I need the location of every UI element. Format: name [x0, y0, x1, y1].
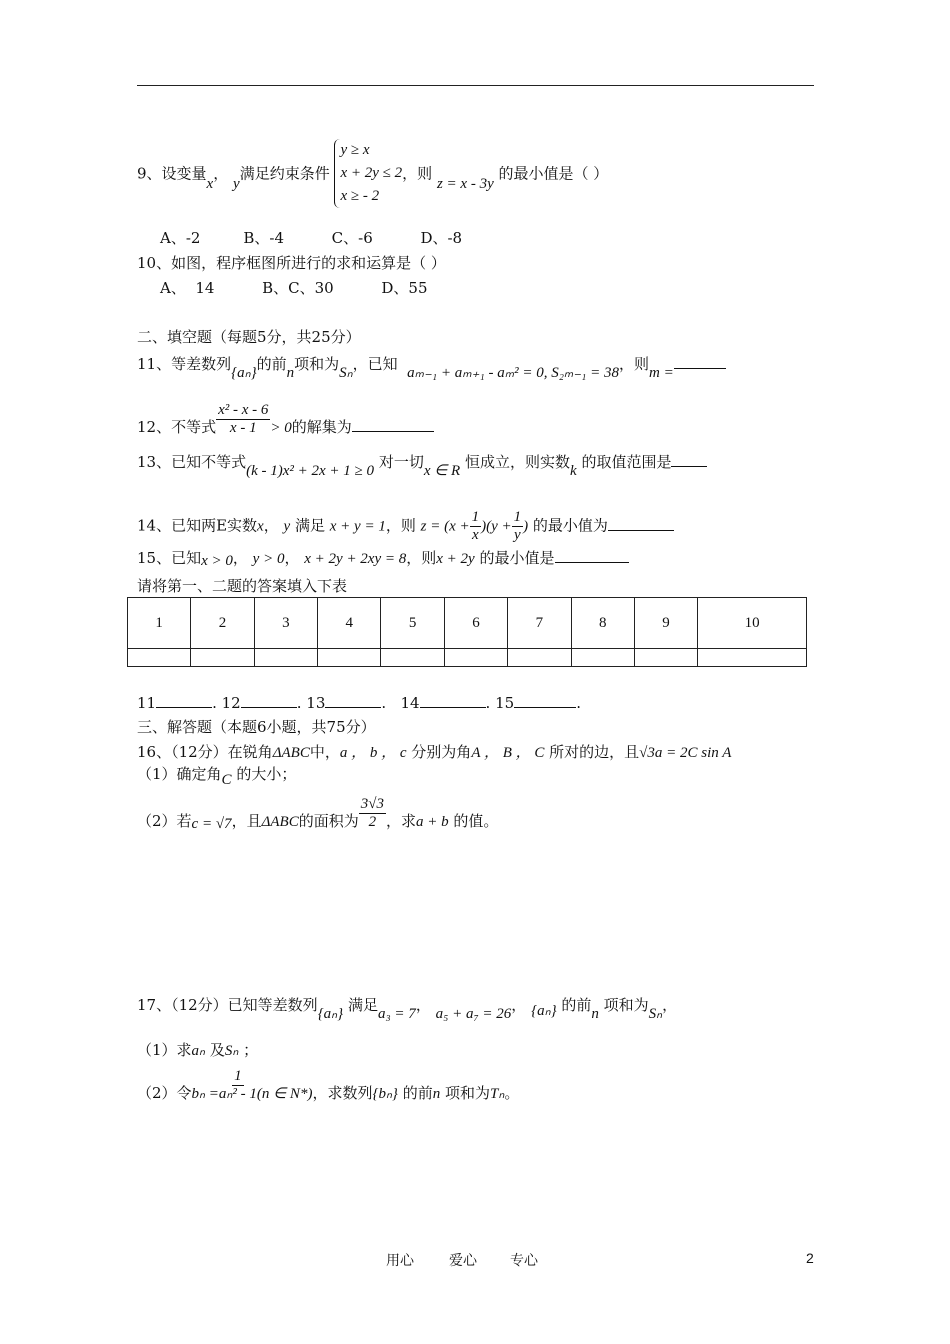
question-10-options: A、 14 B、C、30 D、55	[160, 279, 428, 297]
answer-cell	[381, 649, 444, 667]
answer-blank	[514, 693, 576, 708]
section-3-heading: 三、解答题（本题6小题，共75分）	[137, 718, 376, 736]
answer-blank	[241, 693, 297, 708]
question-17: 17、（12分）已知等差数列{aₙ} 满足a₃ = 7， a₅ + a₇ = 26， {aₙ} 的前n 项和为Sₙ，	[137, 996, 678, 1022]
table-header-cell: 9	[634, 598, 697, 649]
fraction: $\frac{\text{x² - x - 6}}{x - 1}$	[218, 402, 269, 436]
page-number: 2	[806, 1250, 814, 1266]
header-rule	[137, 85, 814, 86]
answer-cell	[191, 649, 254, 667]
table-header-cell: 10	[698, 598, 807, 649]
answer-cell	[128, 649, 191, 667]
constraint-system: y ≥ x x + 2y ≤ 2 x ≥ - 2	[334, 139, 402, 208]
question-9: 9、设变量x， y满足约束条件 y ≥ x x + 2y ≤ 2 x ≥ - 2 ，则 z = x - 3y 的最小值是（ ）	[137, 140, 608, 209]
answer-blank	[156, 693, 212, 708]
answer-table	[127, 597, 807, 667]
answer-cell	[634, 649, 697, 667]
question-16-part-1: （1）确定角C 的大小；	[137, 765, 297, 788]
fill-answer-row: 11 . 12 . 13 . 14 . 15 .	[137, 694, 581, 712]
question-11: 11、等差数列{aₙ}的前n项和为Sₙ，已知 aₘ₋₁ + aₘ₊₁ - aₘ² = 0, S₂ₘ₋₁ = 38，则m =	[137, 354, 726, 375]
question-10: 10、如图，程序框图所进行的求和运算是（ ）	[137, 254, 446, 272]
table-header-cell: 7	[508, 598, 571, 649]
section-2-heading: 二、填空题（每题5分，共25分）	[137, 328, 361, 346]
table-header-cell: 4	[318, 598, 381, 649]
table-header-cell: 8	[571, 598, 634, 649]
answer-blank	[608, 516, 674, 531]
table-header-cell: 6	[444, 598, 507, 649]
question-13: 13、已知不等式(k - 1)x² + 2x + 1 ≥ 0 对一切x ∈ R 恒成立，则实数k 的取值范围是	[137, 452, 707, 473]
answer-blank	[555, 548, 629, 563]
answer-cell	[444, 649, 507, 667]
answer-blank	[420, 693, 486, 708]
answer-cell	[318, 649, 381, 667]
question-9-options: A、-2 B、-4 C、-6 D、-8	[160, 229, 463, 247]
answer-blank	[352, 417, 434, 432]
table-instruction: 请将第一、二题的答案填入下表	[137, 577, 348, 595]
table-header-cell: 5	[381, 598, 444, 649]
question-14: 14、已知两E实数x， y 满足 x + y = 1，则 z = (x + $\frac{1}{x}$ )(y + $\frac{1}{y}$ ) 的最小值为	[137, 509, 674, 544]
table-header-cell: 1	[128, 598, 191, 649]
question-17-part-2: （2）令bₙ = $\frac{1}{\text{aₙ² - 1}}$ (n ∈ N*)，求数列{bₙ} 的前n 项和为Tₙ。	[137, 1068, 520, 1102]
table-header-cell: 2	[191, 598, 254, 649]
footer-text-2: 爱心	[449, 1253, 477, 1269]
answer-blank	[671, 452, 707, 467]
question-16-part-2: （2）若c = √7，且ΔABC的面积为 $\frac{3√3}{2}$ ，求a + b 的值。	[137, 796, 499, 832]
fraction: $\frac{1}{\text{aₙ² - 1}}$	[218, 1068, 257, 1102]
question-17-part-1: （1）求aₙ 及Sₙ ；	[137, 1041, 259, 1059]
question-16: 16、（12分）在锐角ΔABC中，a ， b ， c 分别为角A ， B ， C 所对的边，且√3a = 2C sin A	[137, 743, 732, 761]
answer-cell	[698, 649, 807, 667]
answer-blank	[674, 354, 726, 369]
fraction: $\frac{3√3}{2}$	[360, 796, 384, 830]
answer-cell	[254, 649, 317, 667]
table-header-cell: 3	[254, 598, 317, 649]
question-12: 12、不等式 $\frac{\text{x² - x - 6}}{x - 1}$ > 0的解集为	[137, 402, 434, 437]
fraction: $\frac{1}{x}$	[471, 509, 480, 543]
fraction: $\frac{1}{y}$	[513, 509, 522, 543]
answer-cell	[571, 649, 634, 667]
footer-text-3: 专心	[510, 1253, 538, 1269]
question-15: 15、已知x > 0， y > 0， x + 2y + 2xy = 8，则x + 2y 的最小值是	[137, 548, 629, 569]
answer-cell	[508, 649, 571, 667]
footer-text-1: 用心	[386, 1253, 414, 1269]
answer-blank	[325, 693, 381, 708]
